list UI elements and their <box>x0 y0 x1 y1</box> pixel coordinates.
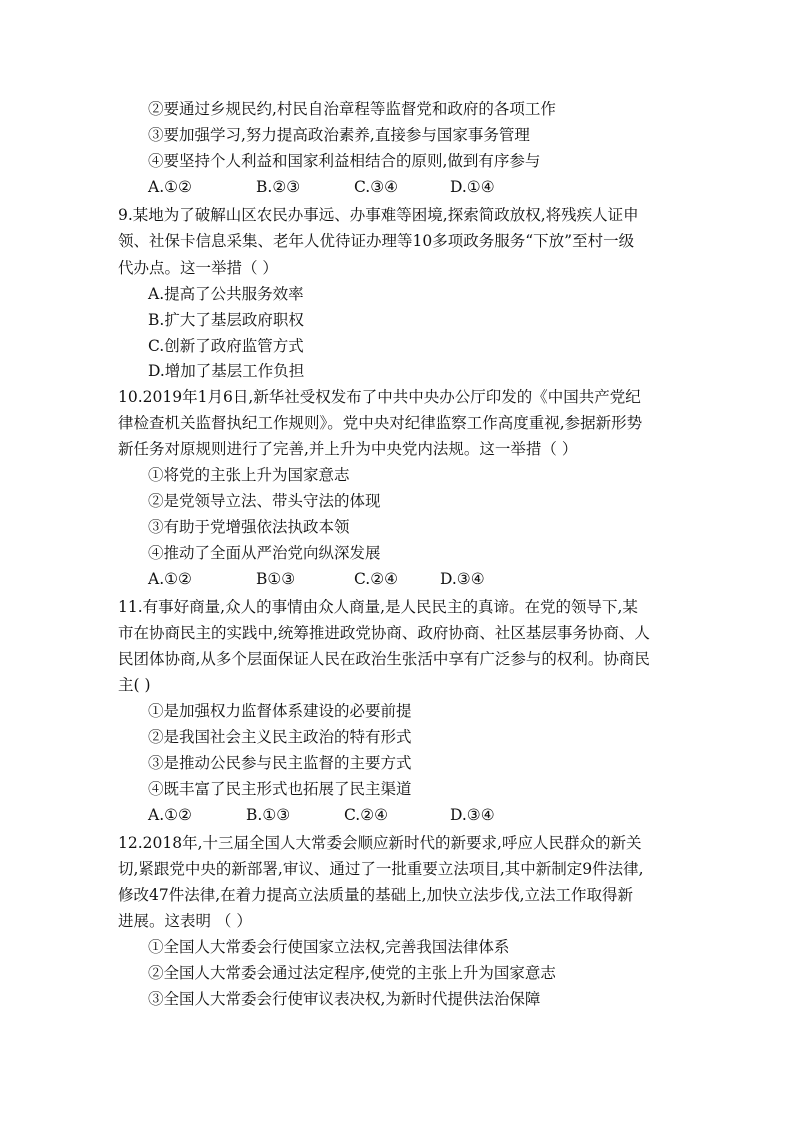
q11-statement-1: ①是加强权力监督体系建设的必要前提 <box>148 702 412 720</box>
q10-statement-4: ④推动了全面从严治党向纵深发展 <box>148 544 381 562</box>
choice-b: B.①③ <box>246 806 291 824</box>
q11-statement-3: ③是推动公民参与民主监督的主要方式 <box>148 754 412 772</box>
q9-stem-line-2: 领、社保卡信息采集、老年人优待证办理等10多项政务服务“下放”至村一级 <box>118 232 635 250</box>
q12-statement-1: ①全国人大常委会行使国家立法权,完善我国法律体系 <box>148 938 510 956</box>
choice-c: C.③④ <box>354 178 399 196</box>
q9-option-c: C.创新了政府监管方式 <box>148 337 304 355</box>
q10-statement-1: ①将党的主张上升为国家意志 <box>148 466 350 484</box>
q11-stem-line-3: 民团体协商,从多个层面保证人民在政治生张活中享有广泛参与的权利。协商民 <box>118 650 650 668</box>
q12-stem-line-4: 进展。这表明 （ ） <box>118 912 252 930</box>
q9-stem-line-1: 9.某地为了破解山区农民办事远、办事难等困境,探索简政放权,将残疾人证申 <box>118 206 639 224</box>
choice-a: A.①② <box>148 570 192 588</box>
q11-stem-line-1: 11.有事好商量,众人的事情由众人商量,是人民民主的真谛。在党的领导下,某 <box>118 598 638 616</box>
choice-b: B①③ <box>256 570 296 588</box>
q11-statement-4: ④既丰富了民主形式也拓展了民主渠道 <box>148 780 412 798</box>
q12-stem-line-3: 修改47件法律,在着力提高立法质量的基础上,加快立法步伐,立法工作取得新 <box>118 886 634 904</box>
q10-stem-line-3: 新任务对原规则进行了完善,并上升为中央党内法规。这一举措（ ） <box>118 440 578 458</box>
choice-a: A.①② <box>148 806 192 824</box>
statement-2: ②要通过乡规民约,村民自治章程等监督党和政府的各项工作 <box>148 100 556 118</box>
q9-stem-line-3: 代办点。这一举措（ ） <box>118 259 278 277</box>
q9-option-a: A.提高了公共服务效率 <box>148 285 304 303</box>
q12-stem-line-1: 12.2018年,十三届全国人大常委会顺应新时代的新要求,呼应人民群众的新关 <box>118 834 642 852</box>
q11-statement-2: ②是我国社会主义民主政治的特有形式 <box>148 728 412 746</box>
q10-stem-line-1: 10.2019年1月6日,新华社受权发布了中共中央办公厅印发的《中国共产党纪 <box>118 388 641 406</box>
q9-option-d: D.增加了基层工作负担 <box>148 362 305 380</box>
q11-stem-line-2: 市在协商民主的实践中,统筹推进政党协商、政府协商、社区基层事务协商、人 <box>118 624 650 642</box>
q10-stem-line-2: 律检查机关监督执纪工作规则》。党中央对纪律监察工作高度重视,参据新形势 <box>118 414 643 432</box>
q12-statement-2: ②全国人大常委会通过法定程序,使党的主张上升为国家意志 <box>148 964 556 982</box>
q9-option-b: B.扩大了基层政府职权 <box>148 311 304 329</box>
choice-a: A.①② <box>148 178 192 196</box>
choice-d: D.③④ <box>440 570 485 588</box>
q11-stem-line-4: 主( ) <box>118 676 151 694</box>
statement-3: ③要加强学习,努力提高政治素养,直接参与国家事务管理 <box>148 126 530 144</box>
choice-b: B.②③ <box>256 178 301 196</box>
choice-d: D.③④ <box>450 806 495 824</box>
q10-statement-2: ②是党领导立法、带头守法的体现 <box>148 492 381 510</box>
statement-4: ④要坚持个人利益和国家利益相结合的原则,做到有序参与 <box>148 152 541 170</box>
choice-d: D.①④ <box>450 178 495 196</box>
q10-statement-3: ③有助于党增强依法执政本领 <box>148 518 350 536</box>
choice-c: C.②④ <box>354 570 399 588</box>
q12-statement-3: ③全国人大常委会行使审议表决权,为新时代提供法治保障 <box>148 990 541 1008</box>
choice-c: C.②④ <box>344 806 389 824</box>
q12-stem-line-2: 切,紧跟党中央的新部署,审议、通过了一批重要立法项目,其中新制定9件法律, <box>118 860 644 878</box>
